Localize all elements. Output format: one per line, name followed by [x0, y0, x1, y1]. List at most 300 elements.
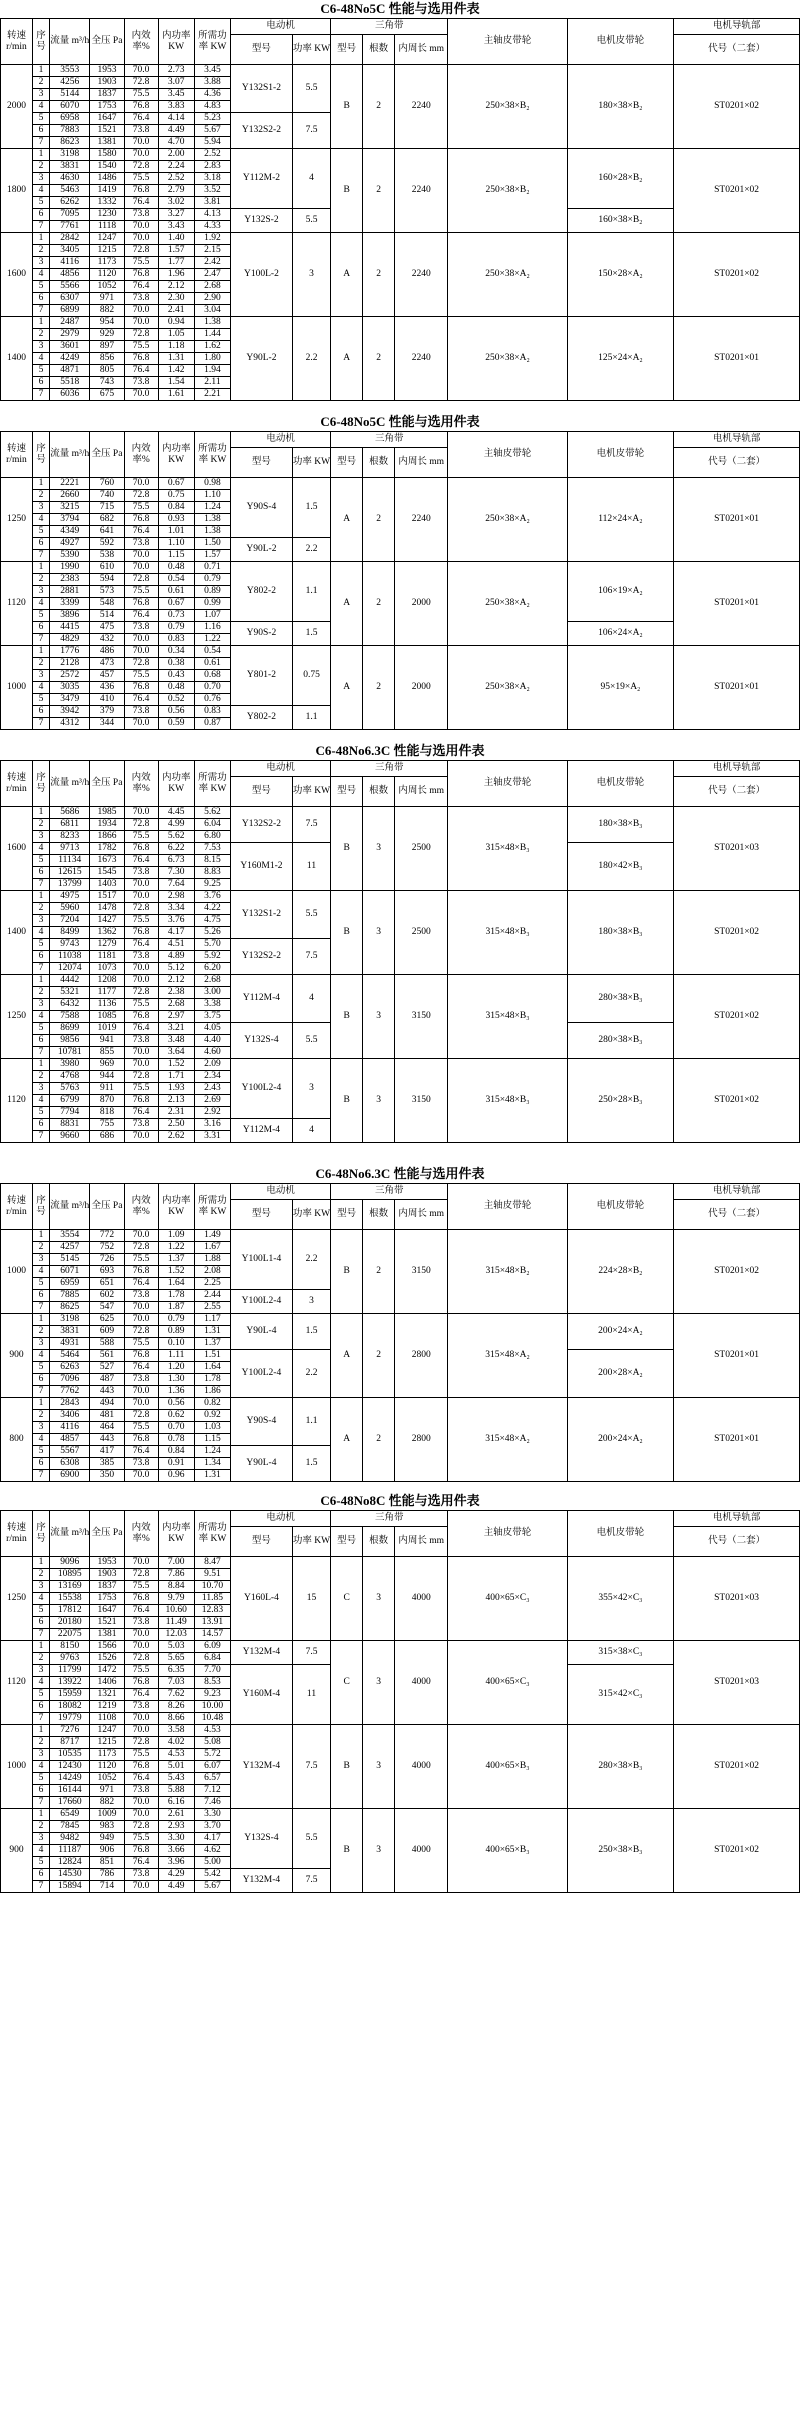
- col-header-rail-code: 代号（二套）: [674, 448, 800, 478]
- pressure-cell: 969: [90, 1059, 124, 1071]
- required-power-cell: 2.43: [194, 1083, 230, 1095]
- required-power-cell: 4.83: [194, 101, 230, 113]
- flow-cell: 8499: [49, 927, 89, 939]
- internal-power-cell: 2.38: [158, 987, 194, 999]
- flow-cell: 6899: [49, 305, 89, 317]
- flow-cell: 3198: [49, 149, 89, 161]
- pressure-cell: 1120: [90, 269, 124, 281]
- col-header-seq: 序号: [32, 761, 49, 807]
- table-row: [1, 1059, 800, 1071]
- required-power-cell: 2.47: [194, 269, 230, 281]
- flow-cell: 2487: [49, 317, 89, 329]
- col-header-seq: 序号: [32, 19, 49, 65]
- seq-cell: 3: [32, 586, 49, 598]
- efficiency-cell: 75.5: [124, 999, 158, 1011]
- flow-cell: 8150: [49, 1641, 89, 1653]
- table-title: C6-48No8C 性能与选用件表: [320, 1493, 480, 1508]
- pressure-cell: 443: [90, 1386, 124, 1398]
- required-power-cell: 1.34: [194, 1458, 230, 1470]
- flow-cell: 8831: [49, 1119, 89, 1131]
- perf-table: [0, 18, 800, 401]
- motor-model-cell: Y112M-4: [231, 975, 293, 1023]
- flow-cell: 8625: [49, 1302, 89, 1314]
- col-header-belt-count: 根数: [363, 1527, 395, 1557]
- efficiency-cell: 70.0: [124, 1881, 158, 1893]
- belt-length-cell: 4000: [395, 1641, 448, 1725]
- col-header-belt-length: 内周长 mm: [395, 448, 448, 478]
- efficiency-cell: 76.8: [124, 1845, 158, 1857]
- required-power-cell: 2.11: [194, 377, 230, 389]
- required-power-cell: 1.38: [194, 317, 230, 329]
- rail-code-cell: ST0201×02: [674, 1059, 800, 1143]
- seq-cell: 7: [32, 305, 49, 317]
- col-header-rail: 电机导轨部: [674, 432, 800, 448]
- seq-cell: 7: [32, 137, 49, 149]
- seq-cell: 3: [32, 1749, 49, 1761]
- motor-model-cell: Y132M-4: [231, 1869, 293, 1893]
- col-header-belt: 三角带: [331, 761, 448, 777]
- pressure-cell: 1647: [90, 1605, 124, 1617]
- pressure-cell: 487: [90, 1374, 124, 1386]
- required-power-cell: 5.00: [194, 1857, 230, 1869]
- pressure-cell: 464: [90, 1422, 124, 1434]
- motor-model-cell: Y100L1-4: [231, 1230, 293, 1290]
- col-header-internal-power: 内功率 KW: [158, 1184, 194, 1230]
- internal-power-cell: 6.16: [158, 1797, 194, 1809]
- seq-cell: 6: [32, 706, 49, 718]
- efficiency-cell: 75.5: [124, 341, 158, 353]
- required-power-cell: 5.67: [194, 1881, 230, 1893]
- required-power-cell: 1.51: [194, 1350, 230, 1362]
- efficiency-cell: 70.0: [124, 1230, 158, 1242]
- flow-cell: 3896: [49, 610, 89, 622]
- belt-length-cell: 3150: [395, 1059, 448, 1143]
- internal-power-cell: 1.37: [158, 1254, 194, 1266]
- motor-power-cell: 1.1: [292, 706, 330, 730]
- seq-cell: 7: [32, 718, 49, 730]
- col-header-belt: 三角带: [331, 19, 448, 35]
- motor-pulley-cell: 250×28×B₃: [567, 1059, 674, 1143]
- internal-power-cell: 0.79: [158, 1314, 194, 1326]
- flow-cell: 13169: [49, 1581, 89, 1593]
- internal-power-cell: 4.29: [158, 1869, 194, 1881]
- required-power-cell: 9.25: [194, 879, 230, 891]
- table-row: [1, 233, 800, 245]
- seq-cell: 4: [32, 101, 49, 113]
- internal-power-cell: 0.91: [158, 1458, 194, 1470]
- efficiency-cell: 70.0: [124, 975, 158, 987]
- flow-cell: 22075: [49, 1629, 89, 1641]
- seq-cell: 4: [32, 598, 49, 610]
- flow-cell: 4856: [49, 269, 89, 281]
- efficiency-cell: 70.0: [124, 1059, 158, 1071]
- internal-power-cell: 1.11: [158, 1350, 194, 1362]
- belt-length-cell: 2240: [395, 233, 448, 317]
- speed-cell: 1250: [1, 478, 33, 562]
- col-header-efficiency: 内效率%: [124, 761, 158, 807]
- flow-cell: 3831: [49, 161, 89, 173]
- required-power-cell: 3.88: [194, 77, 230, 89]
- internal-power-cell: 1.05: [158, 329, 194, 341]
- speed-cell: 900: [1, 1314, 33, 1398]
- col-header-motor-pulley: 电机皮带轮: [567, 19, 674, 65]
- pressure-cell: 870: [90, 1095, 124, 1107]
- pressure-cell: 954: [90, 317, 124, 329]
- col-header-speed: 转速 r/min: [1, 1511, 33, 1557]
- col-header-rail: 电机导轨部: [674, 19, 800, 35]
- required-power-cell: 3.38: [194, 999, 230, 1011]
- perf-table: [0, 1183, 800, 1482]
- efficiency-cell: 76.4: [124, 1023, 158, 1035]
- motor-pulley-cell: 150×28×A₂: [567, 233, 674, 317]
- belt-length-cell: 2240: [395, 478, 448, 562]
- motor-model-cell: Y132M-4: [231, 1641, 293, 1665]
- pressure-cell: 609: [90, 1326, 124, 1338]
- efficiency-cell: 75.5: [124, 89, 158, 101]
- internal-power-cell: 1.40: [158, 233, 194, 245]
- internal-power-cell: 1.22: [158, 1242, 194, 1254]
- pressure-cell: 944: [90, 1071, 124, 1083]
- efficiency-cell: 76.4: [124, 855, 158, 867]
- pressure-cell: 473: [90, 658, 124, 670]
- required-power-cell: 7.53: [194, 843, 230, 855]
- required-power-cell: 2.15: [194, 245, 230, 257]
- col-header-flow: 流量 m³/h: [49, 1511, 89, 1557]
- required-power-cell: 1.92: [194, 233, 230, 245]
- required-power-cell: 0.82: [194, 1398, 230, 1410]
- seq-cell: 6: [32, 1617, 49, 1629]
- col-header-belt: 三角带: [331, 1184, 448, 1200]
- seq-cell: 6: [32, 1119, 49, 1131]
- efficiency-cell: 75.5: [124, 1665, 158, 1677]
- flow-cell: 4857: [49, 1434, 89, 1446]
- flow-cell: 3980: [49, 1059, 89, 1071]
- efficiency-cell: 73.8: [124, 1458, 158, 1470]
- efficiency-cell: 70.0: [124, 1797, 158, 1809]
- required-power-cell: 1.88: [194, 1254, 230, 1266]
- flow-cell: 6307: [49, 293, 89, 305]
- internal-power-cell: 1.64: [158, 1278, 194, 1290]
- efficiency-cell: 73.8: [124, 293, 158, 305]
- required-power-cell: 0.76: [194, 694, 230, 706]
- belt-count-cell: 2: [363, 478, 395, 562]
- internal-power-cell: 7.00: [158, 1557, 194, 1569]
- pressure-cell: 481: [90, 1410, 124, 1422]
- efficiency-cell: 73.8: [124, 622, 158, 634]
- seq-cell: 5: [32, 113, 49, 125]
- required-power-cell: 0.61: [194, 658, 230, 670]
- pressure-cell: 682: [90, 514, 124, 526]
- seq-cell: 5: [32, 1773, 49, 1785]
- flow-cell: 9482: [49, 1833, 89, 1845]
- flow-cell: 4975: [49, 891, 89, 903]
- pressure-cell: 1230: [90, 209, 124, 221]
- efficiency-cell: 70.0: [124, 1047, 158, 1059]
- efficiency-cell: 72.8: [124, 1242, 158, 1254]
- internal-power-cell: 5.65: [158, 1653, 194, 1665]
- belt-length-cell: 2500: [395, 891, 448, 975]
- efficiency-cell: 73.8: [124, 867, 158, 879]
- flow-cell: 6900: [49, 1470, 89, 1482]
- flow-cell: 2128: [49, 658, 89, 670]
- seq-cell: 5: [32, 526, 49, 538]
- seq-cell: 4: [32, 1011, 49, 1023]
- flow-cell: 9763: [49, 1653, 89, 1665]
- pressure-cell: 983: [90, 1821, 124, 1833]
- flow-cell: 12074: [49, 963, 89, 975]
- required-power-cell: 5.62: [194, 807, 230, 819]
- main-pulley-cell: 250×38×A₂: [448, 478, 567, 562]
- pressure-cell: 1108: [90, 1713, 124, 1725]
- seq-cell: 1: [32, 317, 49, 329]
- motor-model-cell: Y90S-2: [231, 622, 293, 646]
- efficiency-cell: 72.8: [124, 574, 158, 586]
- required-power-cell: 3.76: [194, 891, 230, 903]
- internal-power-cell: 1.52: [158, 1266, 194, 1278]
- flow-cell: 4931: [49, 1338, 89, 1350]
- col-header-required-power: 所需功率 KW: [194, 432, 230, 478]
- pressure-cell: 851: [90, 1857, 124, 1869]
- required-power-cell: 1.86: [194, 1386, 230, 1398]
- flow-cell: 8623: [49, 137, 89, 149]
- pressure-cell: 906: [90, 1845, 124, 1857]
- required-power-cell: 4.33: [194, 221, 230, 233]
- perf-table: [0, 760, 800, 1143]
- internal-power-cell: 5.12: [158, 963, 194, 975]
- motor-power-cell: 7.5: [292, 1869, 330, 1893]
- efficiency-cell: 70.0: [124, 1641, 158, 1653]
- motor-power-cell: 2.2: [292, 317, 330, 401]
- internal-power-cell: 1.15: [158, 550, 194, 562]
- flow-cell: 7845: [49, 1821, 89, 1833]
- pressure-cell: 436: [90, 682, 124, 694]
- pressure-cell: 1381: [90, 137, 124, 149]
- required-power-cell: 2.25: [194, 1278, 230, 1290]
- required-power-cell: 4.05: [194, 1023, 230, 1035]
- required-power-cell: 7.70: [194, 1665, 230, 1677]
- internal-power-cell: 9.79: [158, 1593, 194, 1605]
- pressure-cell: 1837: [90, 1581, 124, 1593]
- seq-cell: 1: [32, 478, 49, 490]
- efficiency-cell: 70.0: [124, 634, 158, 646]
- seq-cell: 5: [32, 1857, 49, 1869]
- required-power-cell: 0.71: [194, 562, 230, 574]
- pressure-cell: 641: [90, 526, 124, 538]
- belt-count-cell: 3: [363, 975, 395, 1059]
- internal-power-cell: 5.43: [158, 1773, 194, 1785]
- seq-cell: 1: [32, 1059, 49, 1071]
- required-power-cell: 2.09: [194, 1059, 230, 1071]
- pressure-cell: 1406: [90, 1677, 124, 1689]
- efficiency-cell: 72.8: [124, 1821, 158, 1833]
- motor-pulley-cell: 200×24×A₂: [567, 1314, 674, 1350]
- flow-cell: 11134: [49, 855, 89, 867]
- flow-cell: 4829: [49, 634, 89, 646]
- main-pulley-cell: 315×48×A₂: [448, 1398, 567, 1482]
- seq-cell: 5: [32, 365, 49, 377]
- flow-cell: 10535: [49, 1749, 89, 1761]
- seq-cell: 3: [32, 1665, 49, 1677]
- col-header-flow: 流量 m³/h: [49, 19, 89, 65]
- required-power-cell: 6.04: [194, 819, 230, 831]
- required-power-cell: 1.94: [194, 365, 230, 377]
- pressure-cell: 1580: [90, 149, 124, 161]
- motor-power-cell: 5.5: [292, 65, 330, 113]
- required-power-cell: 3.00: [194, 987, 230, 999]
- efficiency-cell: 75.5: [124, 586, 158, 598]
- belt-type-cell: B: [331, 1809, 363, 1893]
- efficiency-cell: 75.5: [124, 670, 158, 682]
- internal-power-cell: 6.73: [158, 855, 194, 867]
- seq-cell: 6: [32, 1035, 49, 1047]
- seq-cell: 4: [32, 1677, 49, 1689]
- pressure-cell: 971: [90, 293, 124, 305]
- efficiency-cell: 73.8: [124, 538, 158, 550]
- pressure-cell: 1215: [90, 1737, 124, 1749]
- flow-cell: 4116: [49, 257, 89, 269]
- pressure-cell: 1181: [90, 951, 124, 963]
- seq-cell: 7: [32, 1629, 49, 1641]
- belt-type-cell: B: [331, 1725, 363, 1809]
- motor-pulley-cell: 224×28×B₂: [567, 1230, 674, 1314]
- pressure-cell: 1647: [90, 113, 124, 125]
- pressure-cell: 693: [90, 1266, 124, 1278]
- efficiency-cell: 70.0: [124, 317, 158, 329]
- required-power-cell: 6.20: [194, 963, 230, 975]
- col-header-internal-power: 内功率 KW: [158, 432, 194, 478]
- internal-power-cell: 0.10: [158, 1338, 194, 1350]
- seq-cell: 7: [32, 1386, 49, 1398]
- efficiency-cell: 75.5: [124, 915, 158, 927]
- flow-cell: 3601: [49, 341, 89, 353]
- flow-cell: 7588: [49, 1011, 89, 1023]
- required-power-cell: 10.70: [194, 1581, 230, 1593]
- pressure-cell: 929: [90, 329, 124, 341]
- required-power-cell: 4.36: [194, 89, 230, 101]
- col-header-required-power: 所需功率 KW: [194, 19, 230, 65]
- required-power-cell: 6.80: [194, 831, 230, 843]
- col-header-pressure: 全压 Pa: [90, 432, 124, 478]
- required-power-cell: 14.57: [194, 1629, 230, 1641]
- efficiency-cell: 72.8: [124, 490, 158, 502]
- seq-cell: 2: [32, 574, 49, 586]
- efficiency-cell: 72.8: [124, 1410, 158, 1422]
- motor-power-cell: 1.5: [292, 1446, 330, 1482]
- flow-cell: 17812: [49, 1605, 89, 1617]
- flow-cell: 10781: [49, 1047, 89, 1059]
- pressure-cell: 941: [90, 1035, 124, 1047]
- belt-length-cell: 2800: [395, 1398, 448, 1482]
- internal-power-cell: 0.56: [158, 706, 194, 718]
- motor-model-cell: Y132S2-2: [231, 807, 293, 843]
- seq-cell: 3: [32, 1254, 49, 1266]
- flow-cell: 3794: [49, 514, 89, 526]
- seq-cell: 2: [32, 1569, 49, 1581]
- flow-cell: 8233: [49, 831, 89, 843]
- flow-cell: 2383: [49, 574, 89, 586]
- pressure-cell: 675: [90, 389, 124, 401]
- internal-power-cell: 0.38: [158, 658, 194, 670]
- belt-type-cell: A: [331, 1398, 363, 1482]
- motor-pulley-cell: 180×38×B₂: [567, 65, 674, 149]
- flow-cell: 5763: [49, 1083, 89, 1095]
- pressure-cell: 740: [90, 490, 124, 502]
- motor-model-cell: Y132S1-2: [231, 891, 293, 939]
- seq-cell: 2: [32, 77, 49, 89]
- table-row: [1, 149, 800, 161]
- internal-power-cell: 2.41: [158, 305, 194, 317]
- seq-cell: 2: [32, 1410, 49, 1422]
- motor-model-cell: Y801-2: [231, 646, 293, 706]
- seq-cell: 4: [32, 1350, 49, 1362]
- belt-type-cell: A: [331, 317, 363, 401]
- efficiency-cell: 70.0: [124, 389, 158, 401]
- internal-power-cell: 1.93: [158, 1083, 194, 1095]
- efficiency-cell: 70.0: [124, 807, 158, 819]
- speed-cell: 800: [1, 1398, 33, 1482]
- seq-cell: 7: [32, 550, 49, 562]
- pressure-cell: 818: [90, 1107, 124, 1119]
- col-header-belt: 三角带: [331, 432, 448, 448]
- seq-cell: 7: [32, 1881, 49, 1893]
- col-header-seq: 序号: [32, 1511, 49, 1557]
- motor-model-cell: Y100L2-4: [231, 1350, 293, 1398]
- required-power-cell: 0.68: [194, 670, 230, 682]
- pressure-cell: 443: [90, 1434, 124, 1446]
- efficiency-cell: 70.0: [124, 1713, 158, 1725]
- internal-power-cell: 7.03: [158, 1677, 194, 1689]
- required-power-cell: 0.99: [194, 598, 230, 610]
- flow-cell: 7204: [49, 915, 89, 927]
- speed-cell: 1120: [1, 1641, 33, 1725]
- motor-power-cell: 2.2: [292, 1230, 330, 1290]
- required-power-cell: 1.49: [194, 1230, 230, 1242]
- required-power-cell: 4.13: [194, 209, 230, 221]
- belt-count-cell: 2: [363, 1398, 395, 1482]
- efficiency-cell: 70.0: [124, 891, 158, 903]
- col-header-motor-power: 功率 KW: [292, 1527, 330, 1557]
- flow-cell: 4257: [49, 1242, 89, 1254]
- col-header-speed: 转速 r/min: [1, 761, 33, 807]
- pressure-cell: 1247: [90, 1725, 124, 1737]
- flow-cell: 6070: [49, 101, 89, 113]
- internal-power-cell: 3.34: [158, 903, 194, 915]
- flow-cell: 9856: [49, 1035, 89, 1047]
- belt-count-cell: 3: [363, 1809, 395, 1893]
- efficiency-cell: 75.5: [124, 1749, 158, 1761]
- internal-power-cell: 8.66: [158, 1713, 194, 1725]
- flow-cell: 9743: [49, 939, 89, 951]
- col-header-main-pulley: 主轴皮带轮: [448, 19, 567, 65]
- table-row: [1, 1314, 800, 1326]
- seq-cell: 7: [32, 1713, 49, 1725]
- pressure-cell: 385: [90, 1458, 124, 1470]
- required-power-cell: 5.72: [194, 1749, 230, 1761]
- main-pulley-cell: 315×48×B₃: [448, 891, 567, 975]
- main-pulley-cell: 315×48×B₃: [448, 807, 567, 891]
- efficiency-cell: 73.8: [124, 1701, 158, 1713]
- pressure-cell: 1953: [90, 1557, 124, 1569]
- seq-cell: 3: [32, 1833, 49, 1845]
- seq-cell: 4: [32, 1095, 49, 1107]
- motor-pulley-cell: 106×24×A₂: [567, 622, 674, 646]
- required-power-cell: 1.80: [194, 353, 230, 365]
- seq-cell: 3: [32, 1422, 49, 1434]
- pressure-cell: 1545: [90, 867, 124, 879]
- pressure-cell: 897: [90, 341, 124, 353]
- internal-power-cell: 2.73: [158, 65, 194, 77]
- flow-cell: 2843: [49, 1398, 89, 1410]
